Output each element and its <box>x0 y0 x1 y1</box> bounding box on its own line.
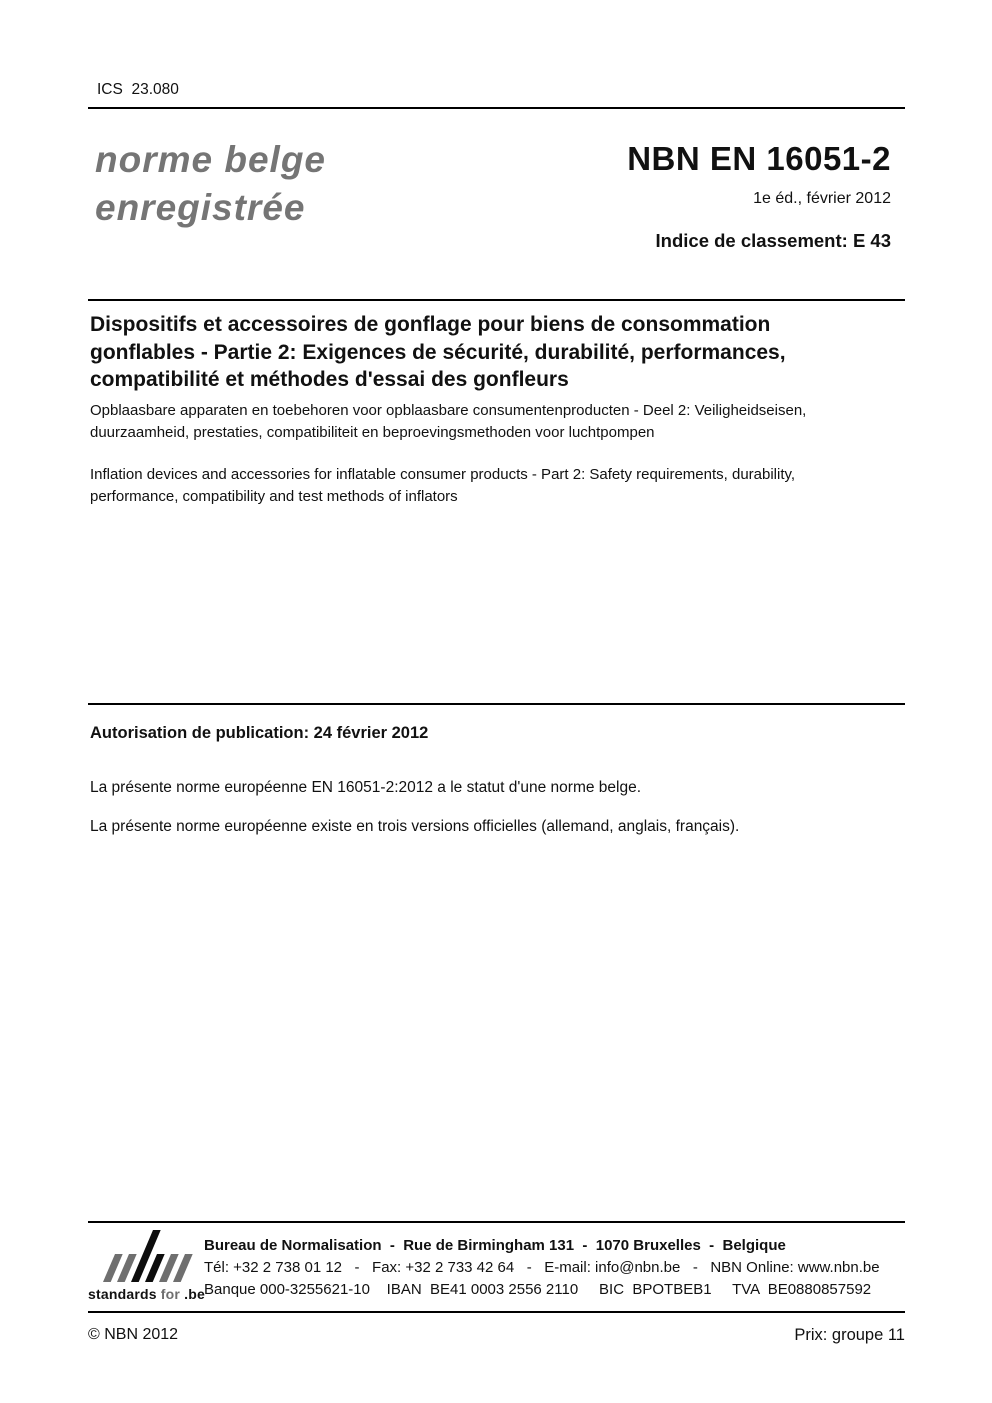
title-french-line1: Dispositifs et accessoires de gonflage pour biens de consommation <box>90 313 771 336</box>
title-divider <box>88 299 905 301</box>
title-dutch-line2: duurzaamheid, prestaties, compatibiliteit en beproevingsmethoden voor luchtpompen <box>90 424 655 441</box>
authorization-line: Autorisation de publication: 24 février 2012 <box>90 724 429 742</box>
document-type-line2: enregistrée <box>95 187 306 228</box>
nbn-logo-icon <box>103 1230 195 1282</box>
document-type-line1: norme belge <box>95 139 326 180</box>
copyright-notice: © NBN 2012 <box>88 1326 179 1343</box>
title-english <box>90 464 795 508</box>
title-dutch <box>90 400 806 444</box>
ics-code: ICS 23.080 <box>97 81 179 98</box>
price-group: Prix: groupe 11 <box>794 1326 905 1344</box>
edition-date: 1e éd., février 2012 <box>753 190 891 207</box>
footer-contact: Tél: +32 2 738 01 12 - Fax: +32 2 733 42 64 - E-mail: info@nbn.be - NBN Online: www.nbn.be <box>204 1259 880 1276</box>
document-type-heading <box>95 136 326 232</box>
title-french-line3: compatibilité et méthodes d'essai des gonfleurs <box>90 368 569 391</box>
publication-divider <box>88 703 905 705</box>
logo-tagline-standards: standards <box>88 1286 157 1302</box>
status-paragraph: La présente norme européenne EN 16051-2:2012 a le statut d'une norme belge. <box>90 779 642 796</box>
footer-address: Bureau de Normalisation - Rue de Birmingham 131 - 1070 Bruxelles - Belgique <box>204 1237 786 1254</box>
header-divider <box>88 107 905 109</box>
footer-bank: Banque 000-3255621-10 IBAN BE41 0003 2556 2110 BIC BPOTBEB1 TVA BE0880857592 <box>204 1281 872 1298</box>
standard-number: NBN EN 16051-2 <box>627 140 891 177</box>
versions-paragraph: La présente norme européenne existe en trois versions officielles (allemand, anglais, français). <box>90 818 740 835</box>
title-french-line2: gonflables - Partie 2: Exigences de sécurité, durabilité, performances, <box>90 340 786 364</box>
title-dutch-line1: Opblaasbare apparaten en toebehoren voor opblaasbare consumentenproducten - Deel 2: Veiligheidseisen, <box>90 402 807 419</box>
footer-divider <box>88 1221 905 1223</box>
classification-index: Indice de classement: E 43 <box>655 230 891 251</box>
title-french <box>90 311 786 394</box>
title-english-line2: performance, compatibility and test methods of inflators <box>90 488 458 505</box>
logo-tagline-be: .be <box>180 1286 205 1302</box>
logo-tagline-for: for <box>156 1286 181 1302</box>
logo-tagline <box>88 1286 205 1302</box>
bottom-divider <box>88 1311 905 1313</box>
title-english-line1: Inflation devices and accessories for inflatable consumer products - Part 2: Safety requirements, durability, <box>90 466 796 483</box>
